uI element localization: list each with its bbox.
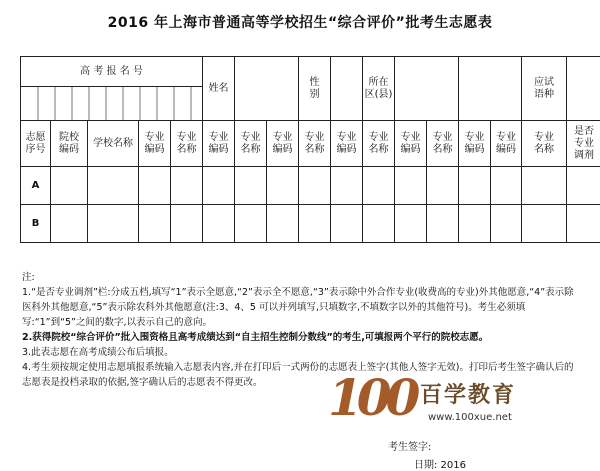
note-4: 4.考生须按规定使用志愿填报系统输入志愿表内容,并在打印后一式两份的志愿表上签字(其他人签字无效)。打印后考生签字确认后的志愿表是投档录取的依据,签字确认后的志愿表不得更改。	[22, 362, 574, 388]
row-b-label: B	[21, 205, 51, 243]
form-cell[interactable]	[491, 167, 522, 205]
form-cell[interactable]	[427, 167, 459, 205]
row-a-label: A	[21, 167, 51, 205]
language-input[interactable]	[567, 57, 600, 121]
form-cell[interactable]	[491, 205, 522, 243]
major-name-header: 专业 名称	[363, 121, 395, 167]
form-cell[interactable]	[235, 205, 267, 243]
form-cell[interactable]	[331, 167, 363, 205]
exam-number-input[interactable]	[21, 87, 203, 121]
major-name-header: 专业 名称	[427, 121, 459, 167]
note-3: 3.此表志愿在高考成绩公布后填报。	[22, 347, 174, 358]
form-cell[interactable]	[267, 167, 299, 205]
adjust-header: 是否 专业 调剂	[567, 121, 600, 167]
application-form-table	[20, 56, 600, 243]
major-name-header: 专业 名称	[171, 121, 203, 167]
form-cell[interactable]	[299, 167, 331, 205]
school-name-header: 学校名称	[88, 121, 139, 167]
district-label: 所在 区(县)	[363, 57, 395, 121]
gender-input[interactable]	[331, 57, 363, 121]
form-cell[interactable]	[235, 167, 267, 205]
form-cell[interactable]	[51, 167, 88, 205]
form-cell[interactable]	[299, 205, 331, 243]
form-cell[interactable]	[363, 167, 395, 205]
form-cell[interactable]	[51, 205, 88, 243]
form-cell[interactable]	[267, 205, 299, 243]
form-cell[interactable]	[395, 205, 427, 243]
form-cell[interactable]	[363, 205, 395, 243]
form-cell[interactable]	[139, 205, 171, 243]
watermark-logo	[328, 368, 580, 434]
major-code-header: 专业 编码	[267, 121, 299, 167]
watermark-url: www.100xue.net	[428, 412, 512, 423]
watermark-digits: 100	[328, 368, 415, 427]
form-cell[interactable]	[203, 167, 235, 205]
form-cell[interactable]	[395, 167, 427, 205]
note-2: 2.获得院校“综合评价”批入围资格且高考成绩达到“自主招生控制分数线”的考生,可填报两个平行的院校志愿。	[22, 332, 489, 343]
major-name-header: 专业 名称	[522, 121, 567, 167]
spacer-cell	[459, 57, 522, 121]
major-code-header: 专业 编码	[203, 121, 235, 167]
major-code-header: 专业 编码	[331, 121, 363, 167]
form-cell[interactable]	[171, 167, 203, 205]
language-label: 应试 语种	[522, 57, 567, 121]
form-cell[interactable]	[139, 167, 171, 205]
school-code-header: 院校 编码	[51, 121, 88, 167]
order-header: 志愿 序号	[21, 121, 51, 167]
major-code-header: 专业 编码	[139, 121, 171, 167]
form-cell[interactable]	[331, 205, 363, 243]
gender-label: 性 别	[299, 57, 331, 121]
form-cell[interactable]	[171, 205, 203, 243]
form-cell[interactable]	[88, 205, 139, 243]
form-cell[interactable]	[522, 205, 567, 243]
form-cell[interactable]	[522, 167, 567, 205]
form-cell[interactable]	[203, 205, 235, 243]
signature-label: 考生签字:	[388, 442, 432, 453]
form-cell[interactable]	[459, 205, 491, 243]
major-code-header: 专业 编码	[459, 121, 491, 167]
date-label: 日期: 2016	[414, 460, 466, 471]
major-name-header: 专业 名称	[299, 121, 331, 167]
form-cell[interactable]	[88, 167, 139, 205]
form-cell[interactable]	[567, 205, 600, 243]
form-cell[interactable]	[459, 167, 491, 205]
form-cell[interactable]	[567, 167, 600, 205]
notes-heading: 注:	[22, 272, 35, 283]
major-code-header: 专业 编码	[395, 121, 427, 167]
name-input[interactable]	[235, 57, 299, 121]
exam-number-label: 高 考 报 名 号	[21, 57, 203, 87]
form-title: 2016 年上海市普通高等学校招生“综合评价”批考生志愿表	[107, 15, 493, 31]
form-cell[interactable]	[427, 205, 459, 243]
name-label: 姓名	[203, 57, 235, 121]
major-name-header: 专业 名称	[235, 121, 267, 167]
watermark-brand: 百学教育	[420, 382, 517, 408]
major-code-header: 专业 编码	[491, 121, 522, 167]
district-input[interactable]	[395, 57, 459, 121]
note-1: 1.“是否专业调剂”栏:分成五档,填写“1”表示全愿意,“2”表示全不愿意,“3”表示除中外合作专业(收费高的专业)外其他愿意,“4”表示除医科外其他愿意,“5”表示除农科外其他愿意(注:3、4、5 可以并列填写,只填数字,不填数字以外的其他符号)。考生必须填写:“1”到“5”之间的数字,以表示自己的意向。	[22, 287, 574, 328]
